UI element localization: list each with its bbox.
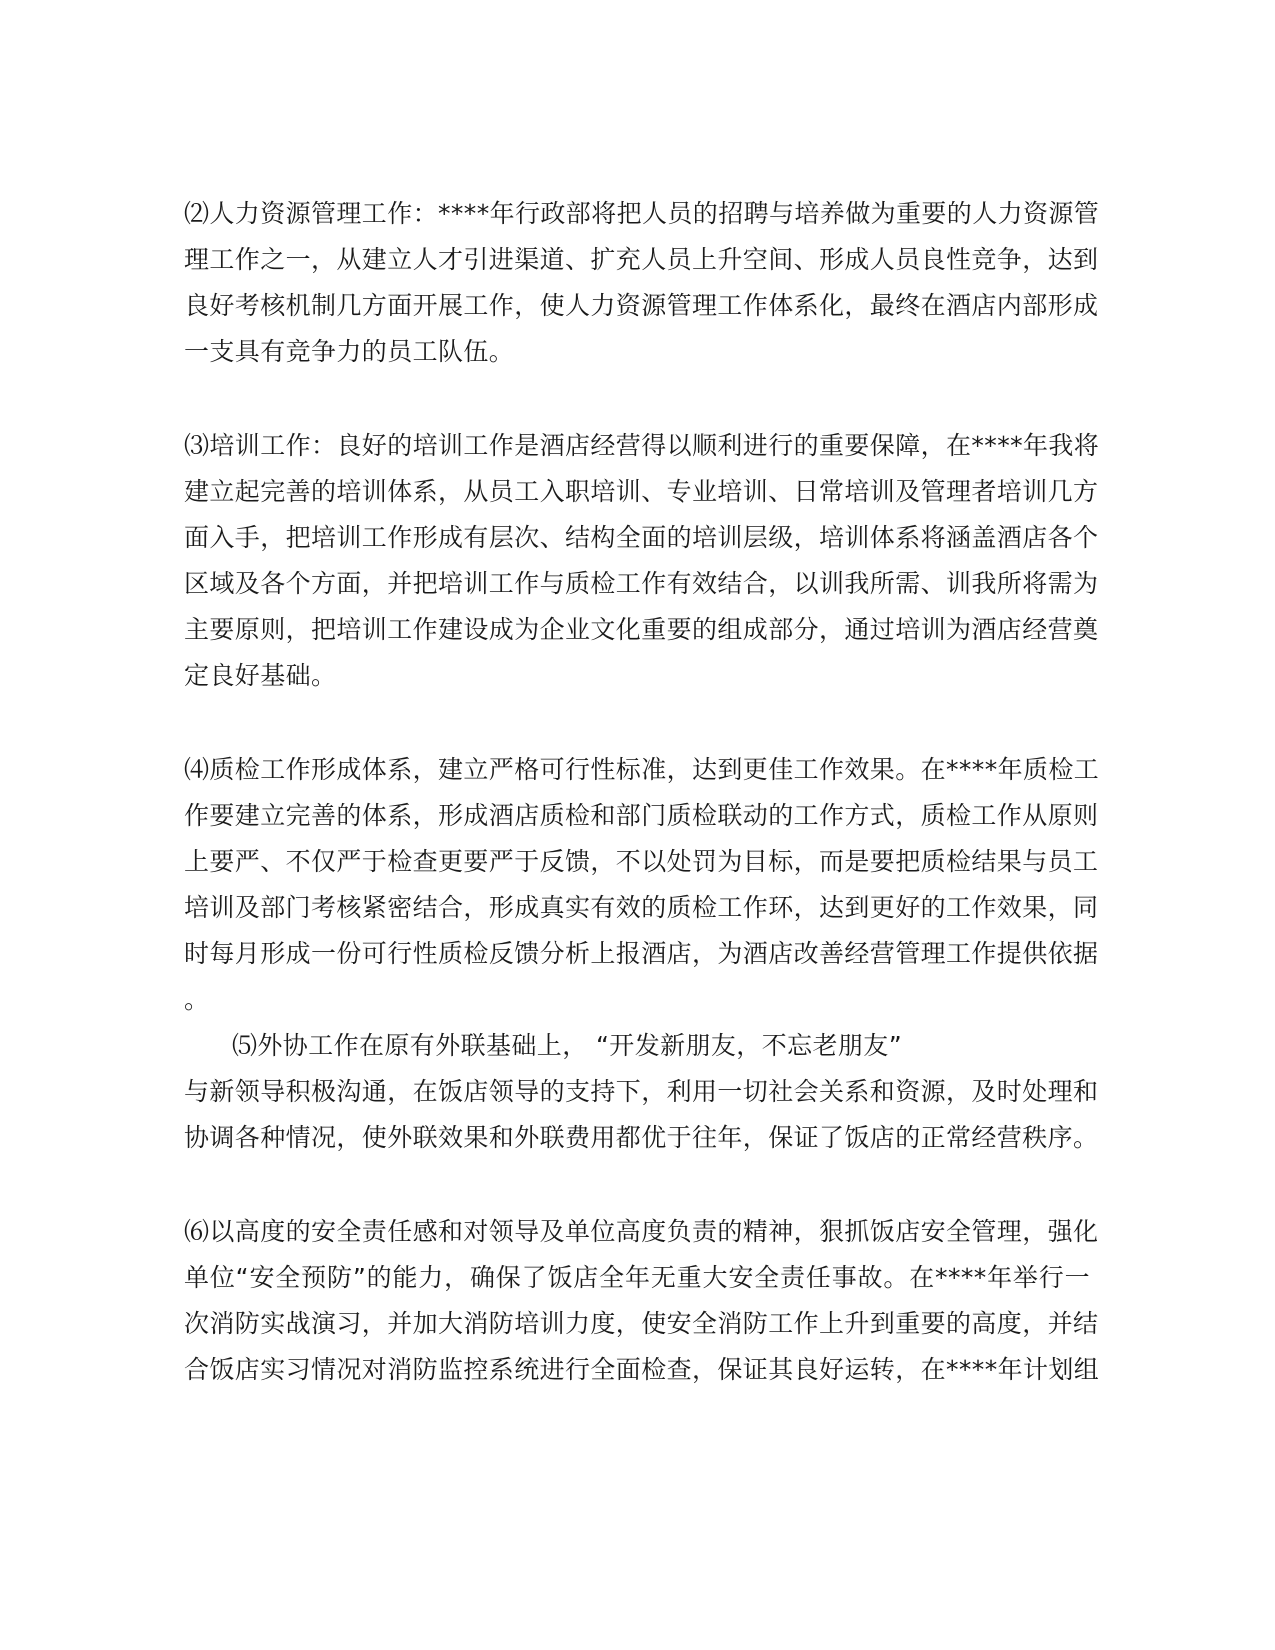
text-line: 时每月形成一份可行性质检反馈分析上报酒店，为酒店改善经营管理工作提供依据 [184, 939, 1099, 968]
text-line: ⑹以高度的安全责任感和对领导及单位高度负责的精神，狠抓饭店安全管理，强化 [184, 1217, 1099, 1246]
text-line: 次消防实战演习，并加大消防培训力度，使安全消防工作上升到重要的高度，并结 [184, 1309, 1099, 1338]
text-line: ⑷质检工作形成体系，建立严格可行性标准，达到更佳工作效果。在****年质检工 [184, 755, 1100, 784]
text-line: 与新领导积极沟通，在饭店领导的支持下，利用一切社会关系和资源，及时处理和 [184, 1077, 1099, 1106]
text-line: 作要建立完善的体系，形成酒店质检和部门质检联动的工作方式，质检工作从原则 [184, 801, 1099, 830]
text-line: 单位“安全预防”的能力，确保了饭店全年无重大安全责任事故。在****年举行一 [184, 1263, 1090, 1292]
text-line: 区域及各个方面，并把培训工作与质检工作有效结合，以训我所需、训我所将需为 [184, 569, 1099, 598]
text-line: 理工作之一，从建立人才引进渠道、扩充人员上升空间、形成人员良性竞争，达到 [184, 245, 1099, 274]
text-line: 良好考核机制几方面开展工作，使人力资源管理工作体系化，最终在酒店内部形成 [184, 291, 1099, 320]
text-line: 合饭店实习情况对消防监控系统进行全面检查，保证其良好运转，在****年计划组 [184, 1355, 1100, 1384]
text-line: 主要原则，把培训工作建设成为企业文化重要的组成部分，通过培训为酒店经营奠 [184, 615, 1099, 644]
text-line: 面入手，把培训工作形成有层次、结构全面的培训层级，培训体系将涵盖酒店各个 [184, 523, 1099, 552]
text-line: 协调各种情况，使外联效果和外联费用都优于往年，保证了饭店的正常经营秩序。 [184, 1123, 1099, 1152]
text-line: 培训及部门考核紧密结合，形成真实有效的质检工作环，达到更好的工作效果，同 [184, 893, 1099, 922]
text-line: 上要严、不仅严于检查更要严于反馈，不以处罚为目标，而是要把质检结果与员工 [184, 847, 1099, 876]
text-line: 定良好基础。 [184, 661, 337, 690]
text-line: 一支具有竞争力的员工队伍。 [184, 337, 515, 366]
text-line: ⑸外协工作在原有外联基础上， “开发新朋友，不忘老朋友” [232, 1031, 903, 1060]
text-line: ⑶培训工作：良好的培训工作是酒店经营得以顺利进行的重要保障，在****年我将 [184, 431, 1100, 460]
text-line: 。 [184, 985, 210, 1014]
text-line: 建立起完善的培训体系，从员工入职培训、专业培训、日常培训及管理者培训几方 [184, 477, 1099, 506]
text-line: ⑵人力资源管理工作：****年行政部将把人员的招聘与培养做为重要的人力资源管 [184, 199, 1100, 228]
